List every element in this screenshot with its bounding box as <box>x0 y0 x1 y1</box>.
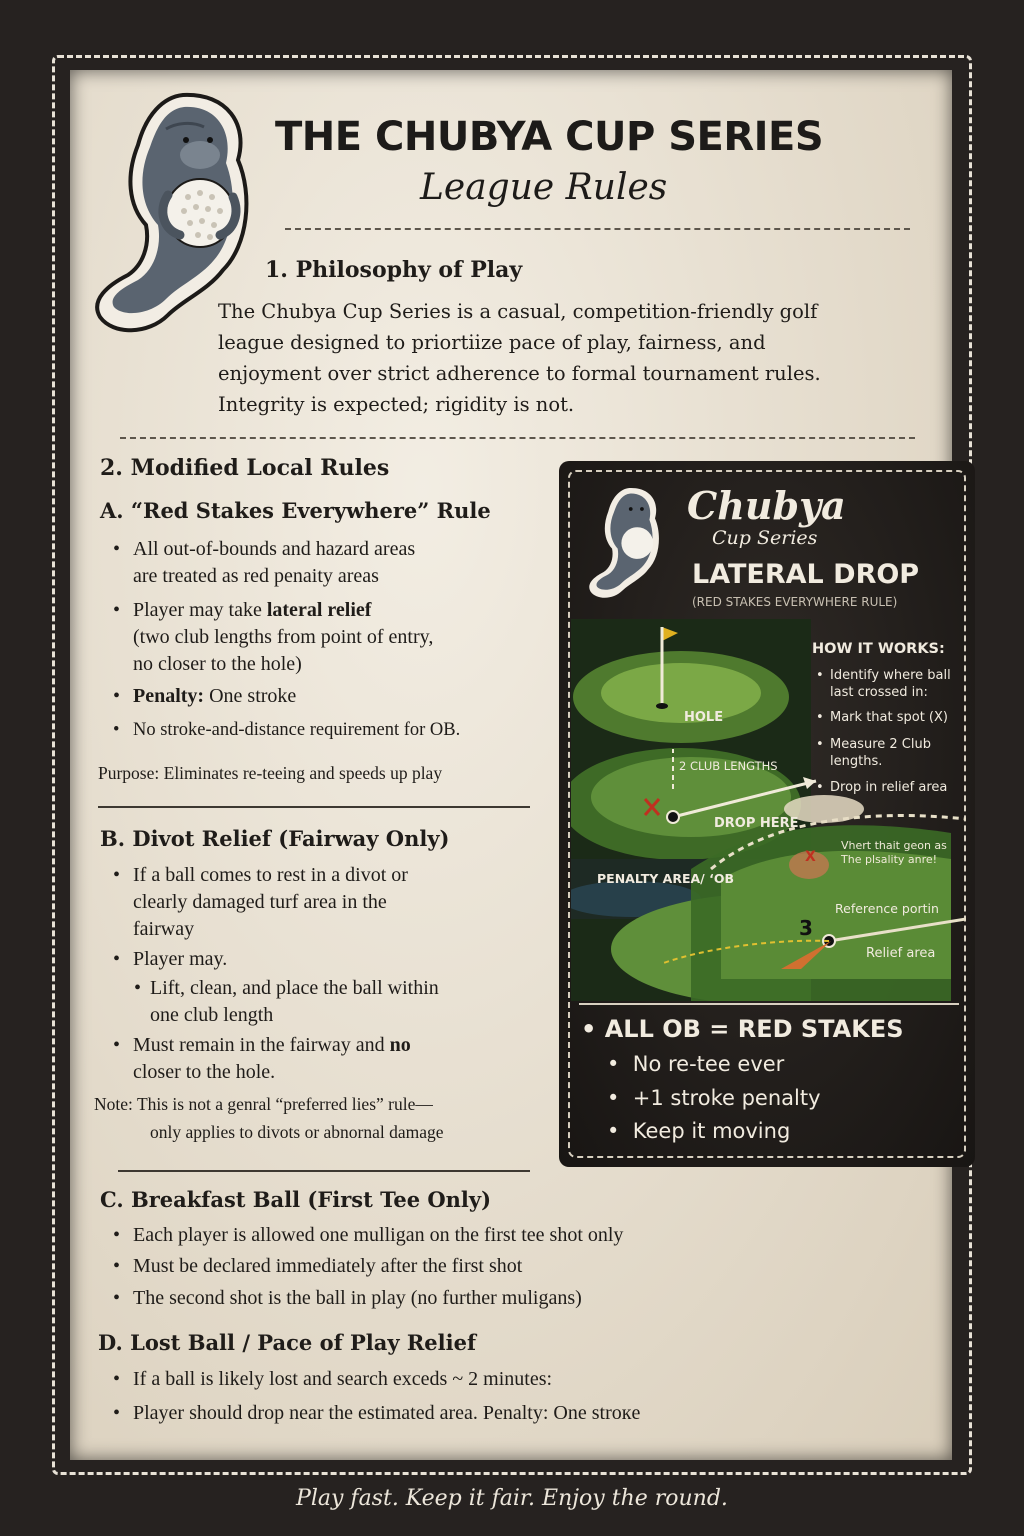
text-line: one club length <box>150 1004 274 1026</box>
text-line: The Chubya Cup Series is a casual, competition-friendly golf <box>218 300 818 323</box>
rule-a-purpose: Purpose: Eliminates re-teeing and speeds up play <box>98 763 443 783</box>
text-bold: no <box>389 1034 411 1056</box>
x-mark-icon <box>645 799 659 815</box>
text-span: ALL OB = RED STAKES <box>604 1015 904 1043</box>
text-line: league designed to priortiize pace of play, fairness, and <box>218 331 766 354</box>
text-line: lengths. <box>830 754 883 769</box>
text-line: fairway <box>133 918 195 940</box>
ob-item: • Keep it moving <box>607 1119 791 1143</box>
diagram-callout <box>841 839 947 867</box>
rule-b-note: Note: This is not a genral “preferred lies” rule— <box>94 1094 433 1114</box>
text-span: No stroke-and-distance requirement for OB. <box>133 720 461 740</box>
text-line: All out-of-bounds and hazard areas <box>133 538 416 560</box>
ob-item: • +1 stroke penalty <box>607 1086 821 1110</box>
list-item: • Player may take lateral relief (two club lengths from point of entry, no closer to the hole) <box>133 597 553 678</box>
rule-a-heading: A. “Red Stakes Everywhere” Rule <box>100 498 491 523</box>
list-item: • If a ball comes to rest in a divot or clearly damaged turf area in the fairway <box>133 862 553 943</box>
text-line: closer to the hole. <box>133 1061 276 1083</box>
text-line: Lift, clean, and place the ball within <box>150 977 439 999</box>
list-item: • No stroke-and-distance requirement for OB. <box>113 720 461 740</box>
list-item: • Player may. <box>113 948 228 970</box>
text-span: Must be declared immediately after the first shot <box>133 1255 523 1277</box>
manatee-logo <box>585 479 669 609</box>
text-span: One stroke <box>204 685 297 707</box>
text-line: The plsality anre! <box>841 853 938 866</box>
text-span: The second shot is the ball in play (no further muligans) <box>133 1287 582 1309</box>
text-line: clearly damaged turf area in the <box>133 891 387 913</box>
text-span: Player should drop near the estimated area. Penalty: One stroкe <box>133 1402 641 1424</box>
card-brand-sub: Cup Series <box>712 527 818 549</box>
text-span: Each player is allowed one mulligan on the first tee shot only <box>133 1224 624 1246</box>
card-title: LATERAL DROP <box>692 559 920 590</box>
rule-b-heading: B. Divot Relief (Fairway Only) <box>100 826 450 851</box>
how-item: • Identify where ball last crossed in: <box>830 667 970 701</box>
divider <box>285 228 910 230</box>
rule-d-heading: D. Lost Ball / Pace of Play Relief <box>98 1330 476 1355</box>
text-line: (two club lengths from point of entry, <box>133 626 434 648</box>
text-line: Measure 2 Club <box>830 737 931 752</box>
diagram-label-penalty-area: PENALTY AREA/ ‘OB <box>597 871 734 886</box>
diagram-number: 3 <box>799 916 813 940</box>
section-local-rules-heading: 2. Modified Local Rules <box>100 455 390 481</box>
text-line: Identify where ball <box>830 668 951 683</box>
page-subtitle: League Rules <box>420 167 668 208</box>
rule-c-heading: C. Breakfast Ball (First Tee Only) <box>100 1187 492 1212</box>
list-item: • Player should drop near the estimated area. Penalty: One stroкe <box>113 1402 641 1424</box>
ob-heading: • ALL OB = RED STAKES <box>581 1015 904 1043</box>
diagram-label-hole: HOLE <box>684 710 724 725</box>
section-philosophy-body <box>218 296 938 420</box>
divider <box>98 806 530 808</box>
text-span: Must remain in the fairway and <box>133 1034 390 1056</box>
diagram-label-drop-here: DROP HERE <box>714 816 799 831</box>
list-item: • The second shot is the ball in play (no further muligans) <box>113 1287 582 1309</box>
text-line: enjoyment over strict adherence to formal tournament rules. <box>218 362 821 385</box>
card-brand: Chubya <box>687 483 846 528</box>
list-item: • All out-of-bounds and hazard areas are treated as red penaity areas <box>133 536 553 590</box>
section-philosophy-heading: 1. Philosophy of Play <box>265 257 523 283</box>
diagram-x-label: X <box>805 849 816 865</box>
text-span: Player may. <box>133 948 228 970</box>
text-bold: lateral relief <box>266 599 372 621</box>
list-item: • If a ball is likely lost and search exceds ~ 2 minutes: <box>113 1368 553 1390</box>
diagram-label-relief: Relief area <box>866 946 936 961</box>
list-item: • Must be declared immediately after the first shot <box>113 1255 523 1277</box>
list-item: • Must remain in the fairway and no closer to the hole. <box>133 1032 553 1086</box>
how-item: • Drop in relief area <box>830 779 970 796</box>
text-span: +1 stroke penalty <box>632 1086 821 1110</box>
text-bold: Penalty: <box>133 685 205 707</box>
divider <box>120 437 915 439</box>
text-line: Vhert thait geon as <box>841 839 947 852</box>
diagram-label-reference: Reference portin <box>835 901 939 916</box>
text-span: Keep it moving <box>632 1119 791 1143</box>
text-span: If a ball is likely lost and search exceds ~ 2 minutes: <box>133 1368 553 1390</box>
list-item: • Each player is allowed one mulligan on the first tee shot only <box>113 1224 624 1246</box>
diagram-label-club-lengths: 2 CLUB LENGTHS <box>679 759 778 773</box>
text-line: are treated as red penaity areas <box>133 565 379 587</box>
text-line: Mark that spot (X) <box>830 710 948 725</box>
list-item: • Lift, clean, and place the ball within one club length <box>150 975 550 1029</box>
rule-b-note: only applies to divots or abnornal damage <box>150 1122 444 1142</box>
page-title: THE CHUBYA CUP SERIES <box>275 114 824 160</box>
list-item: • Penalty: One stroke <box>113 685 297 707</box>
text-line: last crossed in: <box>830 685 928 700</box>
text-line: no closer to the hole) <box>133 653 302 675</box>
text-line: Integrity is expected; rigidity is not. <box>218 393 575 416</box>
how-item: • Measure 2 Club lengths. <box>830 736 970 770</box>
text-line: Drop in relief area <box>830 780 948 795</box>
how-it-works-heading: HOW IT WORKS: <box>812 641 945 657</box>
how-item: • Mark that spot (X) <box>830 709 970 726</box>
card-subtitle: (RED STAKES EVERYWHERE RULE) <box>692 595 898 609</box>
ob-item: • No re-tee ever <box>607 1052 785 1076</box>
text-span: Player may take <box>133 599 267 621</box>
divider <box>579 1003 959 1005</box>
golf-flag-icon <box>662 627 678 641</box>
text-span: No re-tee ever <box>632 1052 785 1076</box>
lateral-drop-card <box>559 461 975 1167</box>
footer-tagline: Play fast. Keep it fair. Enjoy the round. <box>296 1486 728 1511</box>
divider <box>118 1170 530 1172</box>
text-line: If a ball comes to rest in a divot or <box>133 864 408 886</box>
